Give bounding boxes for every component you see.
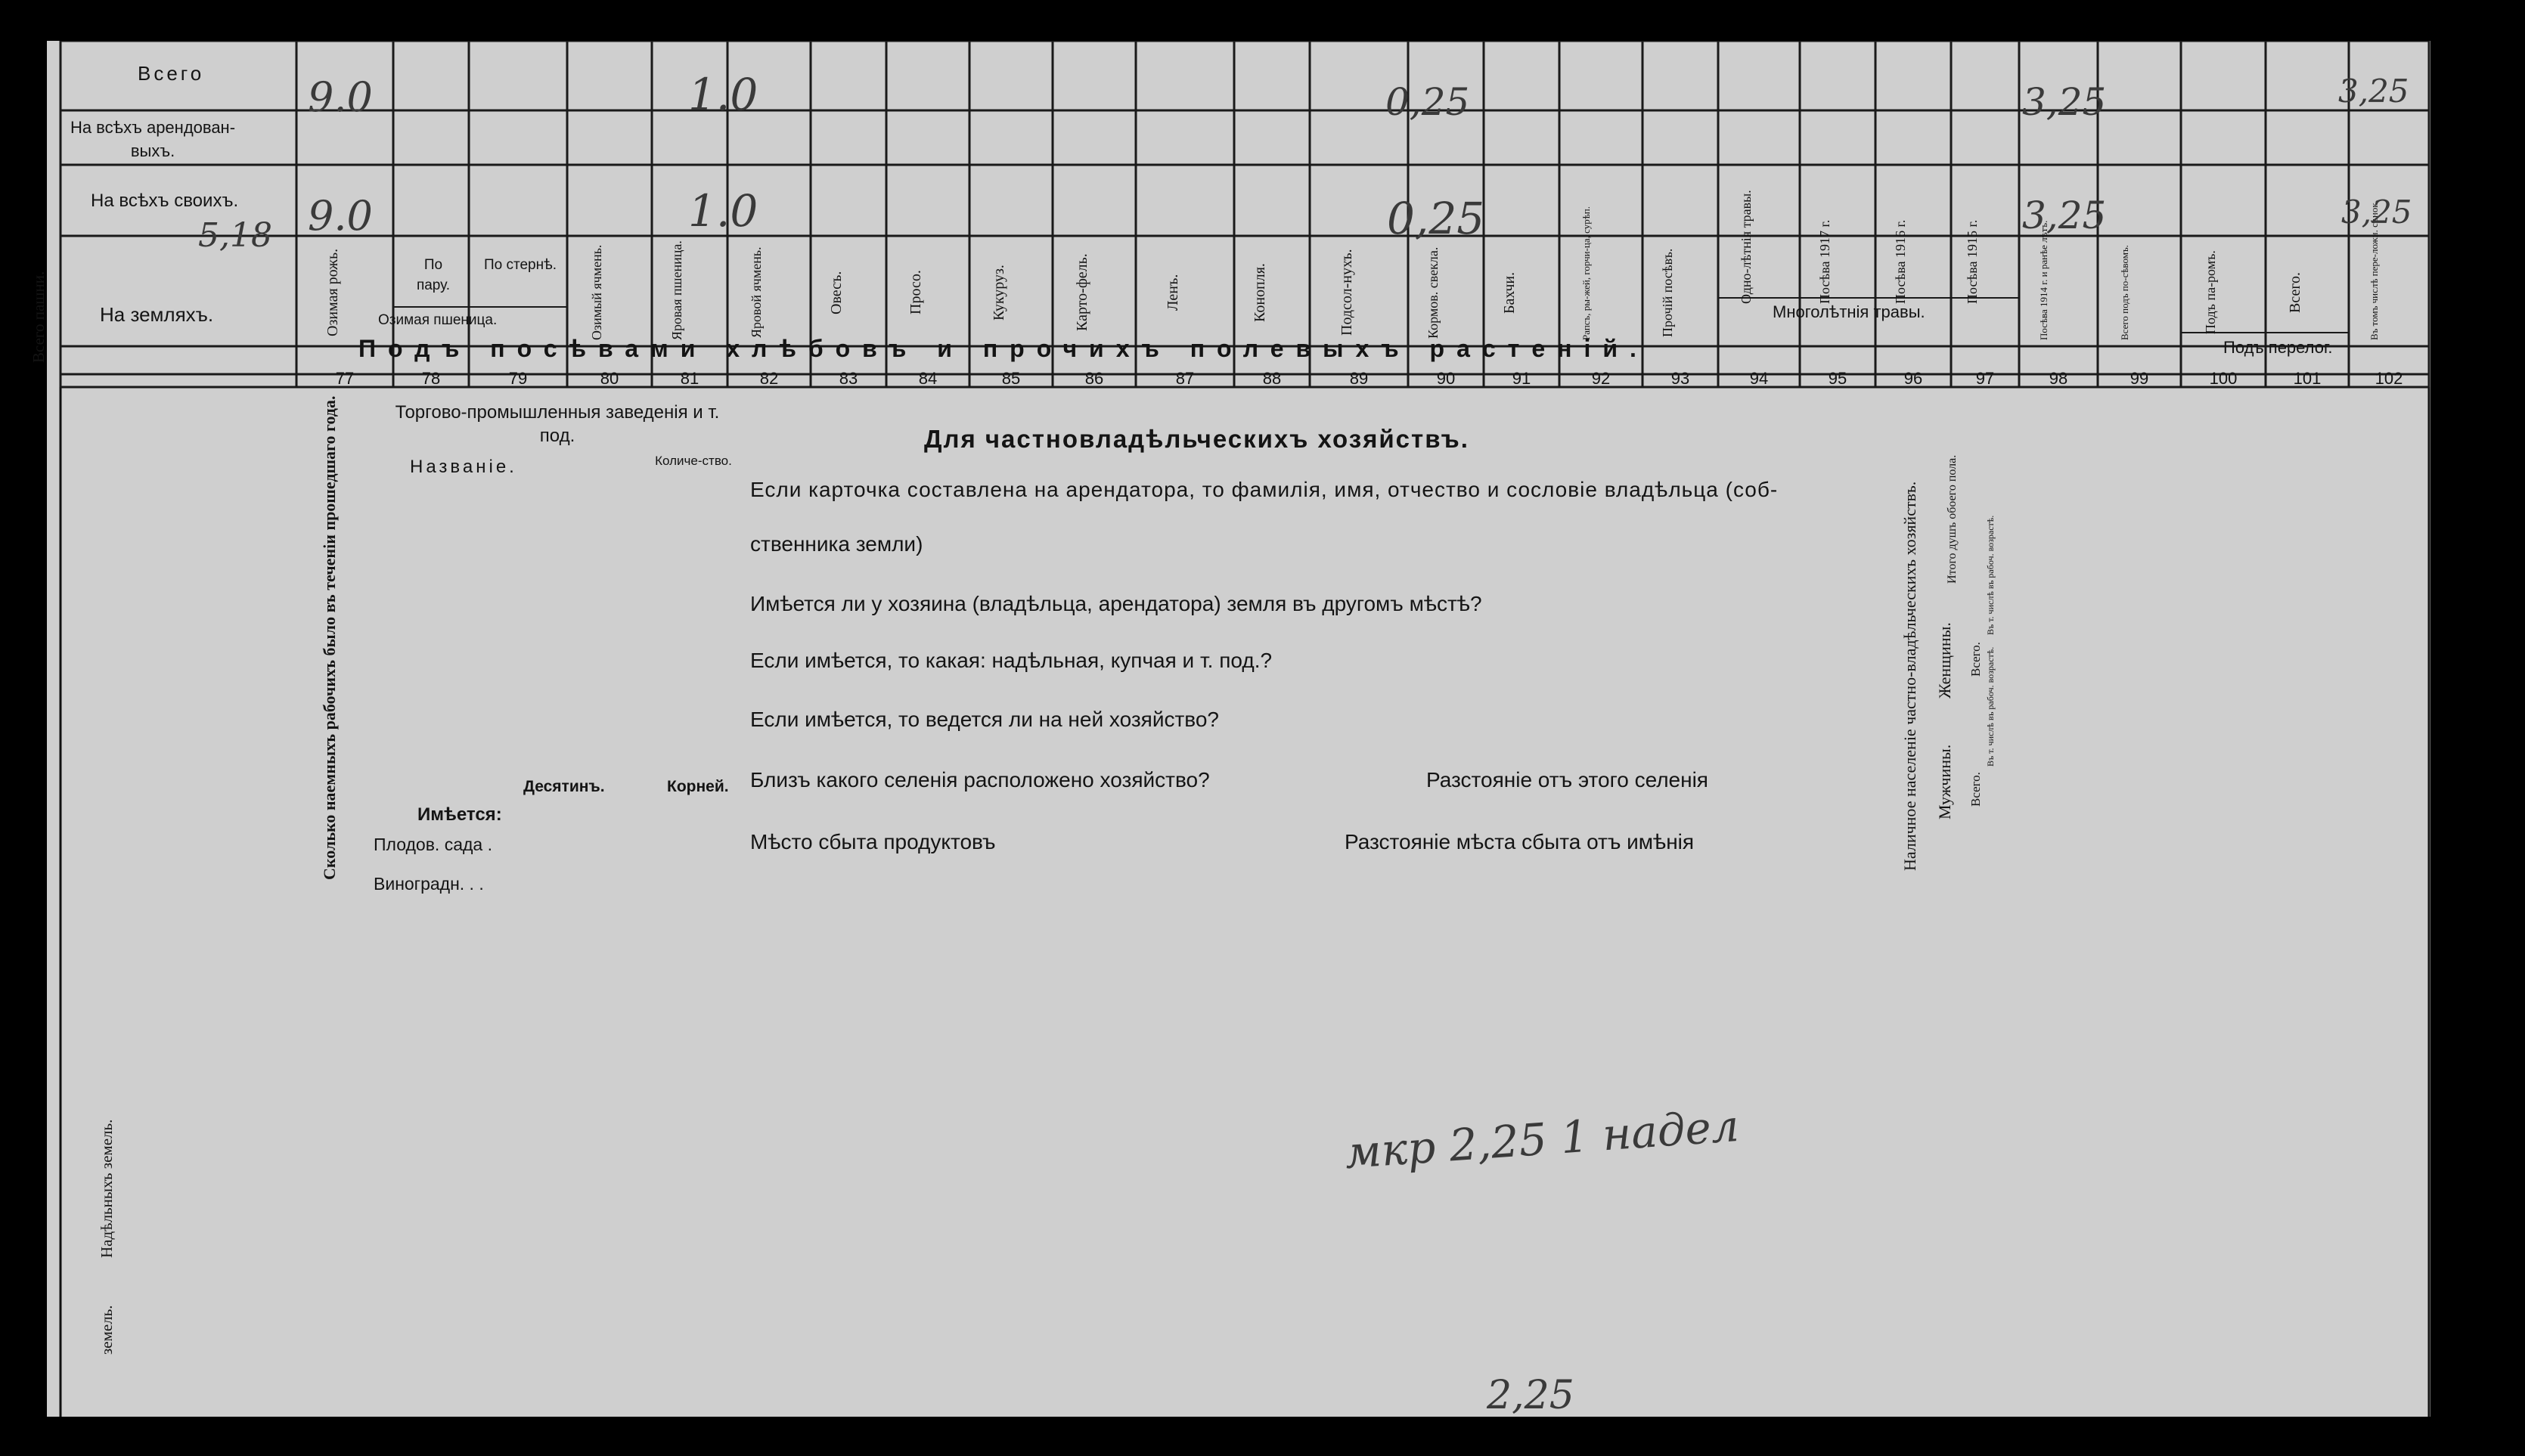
crop-num-91: 91 [1512, 369, 1531, 388]
crop-head-91: Бахчи. [1501, 271, 1518, 314]
crop-num-96: 96 [1903, 369, 1923, 388]
crop-head-82: Яровой ячмень. [749, 246, 764, 339]
hw-own-82: 1.0 [688, 185, 758, 237]
crop-head-94: Одно-лѣтнія травы. [1739, 190, 1754, 304]
hw-own-91: 0,25 [1387, 193, 1485, 244]
col-roots: Корней. [667, 778, 729, 795]
private-line1: Если карточка составлена на арендатора, то фамилія, имя, отчество и сословіе владѣльца (соб- [750, 478, 1779, 501]
census-card-back [29, 41, 2430, 1418]
trade-title: Торгово-промышленныя заведенія и т. под. [395, 402, 720, 447]
hw-sdacha-note: мкр 2,25 1 надел [1343, 1099, 1741, 1179]
population-title: Наличное населеніе частно-владѣльческихъ хозяйствъ. [1900, 481, 1919, 871]
form-grid-lines [47, 41, 2430, 1417]
crop-num-81: 81 [680, 369, 699, 388]
crop-head-100: Подъ па-ромъ. [2203, 250, 2218, 335]
private-line5: Если имѣется, то ведется ли на ней хозяйство? [750, 708, 1219, 731]
hw-sdacha-total: 2,25 [1487, 1373, 1574, 1418]
fallow-subhead: Подъ перелог. [2223, 338, 2333, 357]
crop-num-88: 88 [1262, 369, 1282, 388]
perennial-subhead: Многолѣтнія травы. [1773, 302, 1925, 321]
crop-head-103: Всего пашни. [29, 271, 48, 363]
crop-num-78: 78 [421, 369, 441, 388]
men-all-label: Всего. [1968, 772, 1983, 807]
hw-own-99: 3,25 [2022, 194, 2107, 237]
crop-head-81: Яровая пшеница. [669, 240, 684, 340]
crop-num-98: 98 [2049, 369, 2068, 388]
crop-num-100: 100 [2209, 369, 2238, 388]
crop-num-87: 87 [1175, 369, 1195, 388]
private-line6b: Разстояніе отъ этого селенія [1426, 768, 1708, 792]
crop-head-92: Рапсъ, ры-жей, горчи-ца, сурѣп. [1580, 206, 1592, 340]
crop-head-95: Посѣва 1917 г. [1817, 219, 1832, 304]
crop-head-99: Всего подъ по-сѣвомъ. [2119, 245, 2130, 340]
crop-head-85: Кукуруз. [991, 265, 1007, 321]
private-line4: Если имѣется, то какая: надѣльная, купчая и т. под.? [750, 649, 1273, 672]
crop-num-86: 86 [1084, 369, 1104, 388]
crop-num-77: 77 [335, 369, 355, 388]
private-line3: Имѣется ли у хозяина (владѣльца, арендатора) земля въ другомъ мѣстѣ? [750, 592, 1482, 615]
crop-head-80: Озимый ячмень. [589, 244, 604, 340]
crop-head-90: Кормов. свекла. [1425, 246, 1441, 339]
hw-side-num: 5,18 [198, 216, 272, 255]
crop-num-83: 83 [839, 369, 858, 388]
total-souls-label: Итого душъ обоего пола. [1946, 454, 1959, 584]
hw-total-91: 0,25 [1385, 80, 1470, 124]
trade-name-col: Названіе. [410, 457, 517, 477]
crop-head-101: Всего. [2287, 271, 2303, 314]
hw-total-103: 3,25 [2338, 73, 2409, 110]
men-label: Мужчины. [1935, 744, 1954, 819]
crop-num-94: 94 [1749, 369, 1769, 388]
crop-num-97: 97 [1975, 369, 1995, 388]
women-all-label: Всего. [1968, 642, 1983, 677]
private-line7b: Разстояніе мѣста сбыта отъ имѣнія [1345, 830, 1695, 853]
crop-num-85: 85 [1001, 369, 1021, 388]
crop-head-97: Посѣва 1915 г. [1965, 219, 1980, 304]
crop-banner: Подъ посѣвами хлѣбовъ и прочихъ полевыхъ растеній. [358, 335, 1649, 362]
trade-qty-col: Количе-ство. [655, 454, 732, 468]
crop-head-78: По пару. [416, 257, 451, 293]
men-working-label: Въ т. числѣ въ рабоч. возрастѣ. [1985, 646, 1996, 767]
crop-head-98: Посѣва 1914 г. и ранѣе лѣтъ. [2038, 220, 2049, 340]
hw-own-77: 9.0 [308, 192, 373, 240]
row-label-total: Всего [138, 62, 205, 85]
hired-workers-title: Сколько наемныхъ рабочихъ было въ теченіи прошедшаго года. [320, 395, 339, 880]
crop-head-87: Ленъ. [1165, 274, 1181, 311]
orchards-label: Плодов. сада . [374, 835, 492, 854]
crop-num-80: 80 [600, 369, 619, 388]
crop-head-88: Конопля. [1252, 263, 1268, 322]
women-label: Женщины. [1935, 622, 1954, 699]
crop-num-93: 93 [1670, 369, 1690, 388]
crop-num-90: 90 [1436, 369, 1456, 388]
row-label-rented: На всѣхъ арендован-выхъ. [70, 118, 236, 160]
hw-total-99: 3,25 [2022, 80, 2107, 124]
hw-own-103: 3,25 [2341, 194, 2412, 231]
private-line6a: Близъ какого селенія расположено хозяйство? [750, 768, 1210, 792]
crop-head-84: Просо. [907, 270, 924, 315]
women-working-label: Въ т. числѣ въ рабоч. возрастѣ. [1985, 515, 1996, 635]
crop-num-102: 102 [2375, 369, 2403, 388]
crop-head-96: Посѣва 1916 г. [1893, 219, 1908, 304]
private-line7a: Мѣсто сбыта продуктовъ [750, 830, 996, 853]
private-title: Для частновладѣльческихъ хозяйствъ. [924, 425, 1469, 453]
crop-head-86: Карто-фель. [1074, 253, 1090, 332]
crop-num-92: 92 [1591, 369, 1611, 388]
crop-head-77: Озимая рожь. [324, 248, 341, 337]
hw-total-77: 9.0 [308, 73, 373, 121]
crop-head-83: Овесъ. [828, 271, 845, 314]
side-nadel-label: Надѣльныхъ земель. [98, 1119, 116, 1258]
crop-num-82: 82 [759, 369, 779, 388]
winter-wheat-subhead: Озимая пшеница. [378, 312, 498, 328]
row-label-lands: На земляхъ. [100, 303, 214, 326]
crop-head-102: Въ томъ числѣ пере-ложн. сѣнок. [2368, 200, 2380, 340]
crop-num-79: 79 [508, 369, 528, 388]
crop-head-89: Подсол-нухъ. [1338, 249, 1355, 336]
crop-num-89: 89 [1349, 369, 1369, 388]
crop-num-84: 84 [918, 369, 938, 388]
row-label-own: На всѣхъ своихъ. [91, 191, 239, 211]
crop-head-79: По стернѣ. [483, 257, 557, 273]
hw-total-82: 1.0 [688, 69, 758, 120]
col-desyatin: Десятинъ. [523, 778, 605, 795]
side-other-label: земель. [98, 1305, 116, 1355]
crop-head-93: Прочій посѣвъ. [1660, 248, 1675, 337]
crop-num-95: 95 [1828, 369, 1847, 388]
has-label: Имѣется: [417, 804, 502, 825]
crop-num-101: 101 [2293, 369, 2322, 388]
crop-num-99: 99 [2129, 369, 2149, 388]
private-line2: ственника земли) [750, 532, 923, 556]
vineyards-label: Виноградн. . . [374, 874, 484, 894]
